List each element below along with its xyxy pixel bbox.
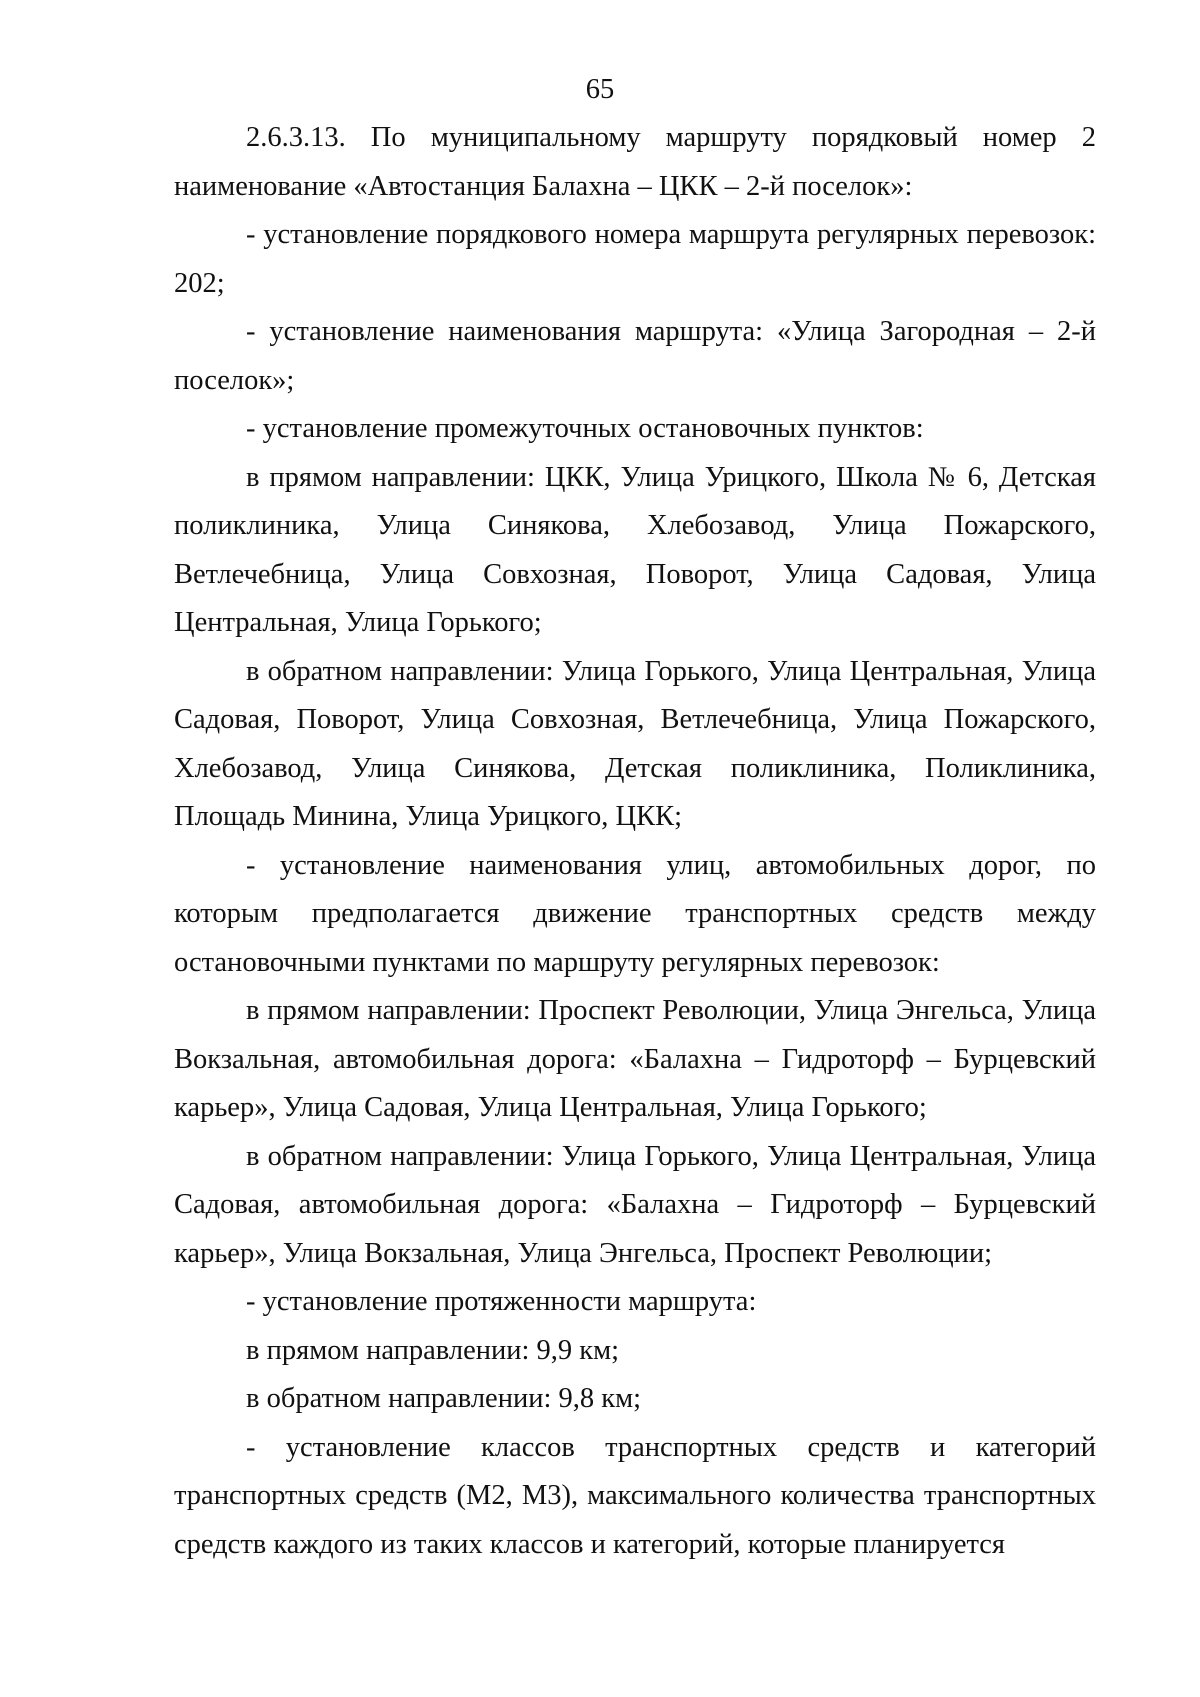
paragraph-streets-backward: в обратном направлении: Улица Горького, Улица Центральная, Улица Садовая, автомобильная дорога: «Балахна – Гидроторф – Бурцевский карьер», Улица Вокзальная, Улица Энгельса, Проспект Революции;: [174, 1140, 1096, 1269]
paragraph-vehicle-classes: - установление классов транспортных средств и категорий транспортных средств (М2, М3), максимального количества транспортных средств каждого из таких классов и категорий, которые планируется: [174, 1431, 1096, 1560]
document-body: [174, 114, 1096, 1569]
paragraph-length-forward: в прямом направлении: 9,9 км;: [246, 1334, 620, 1366]
paragraph-intermediate-stops: - установление промежуточных остановочных пунктов:: [246, 413, 924, 444]
paragraph-route-header: 2.6.3.13. По муниципальному маршруту порядковый номер 2 наименование «Автостанция Балахна – ЦКК – 2-й поселок»:: [174, 122, 1096, 202]
paragraph-length-backward: в обратном направлении: 9,8 км;: [246, 1383, 642, 1414]
paragraph-route-name: - установление наименования маршрута: «Улица Загородная – 2-й поселок»;: [174, 316, 1096, 396]
paragraph-stops-forward: в прямом направлении: ЦКК, Улица Урицкого, Школа № 6, Детская поликлиника, Улица Синякова, Хлебозавод, Улица Пожарского, Ветлечебница, Улица Совхозная, Поворот, Улица Садовая, Улица Центральная, Улица Горького;: [174, 461, 1096, 638]
paragraph-streets-forward: в прямом направлении: Проспект Революции, Улица Энгельса, Улица Вокзальная, автомобильная дорога: «Балахна – Гидроторф – Бурцевский карьер», Улица Садовая, Улица Центральная, Улица Горького;: [174, 995, 1096, 1123]
paragraph-stops-backward: в обратном направлении: Улица Горького, Улица Центральная, Улица Садовая, Поворот, Улица Совхозная, Ветлечебница, Улица Пожарского, Хлебозавод, Улица Синякова, Детская поликлиника, Поликлиника, Площадь Минина, Улица Урицкого, ЦКК;: [174, 655, 1096, 832]
paragraph-route-number: - установление порядкового номера маршрута регулярных перевозок: 202;: [174, 219, 1096, 299]
page-number: 65: [585, 74, 615, 105]
paragraph-route-length: - установление протяженности маршрута:: [246, 1286, 757, 1317]
paragraph-streets: - установление наименования улиц, автомобильных дорог, по которым предполагается движение транспортных средств между остановочными пунктами по маршруту регулярных перевозок:: [174, 849, 1096, 978]
